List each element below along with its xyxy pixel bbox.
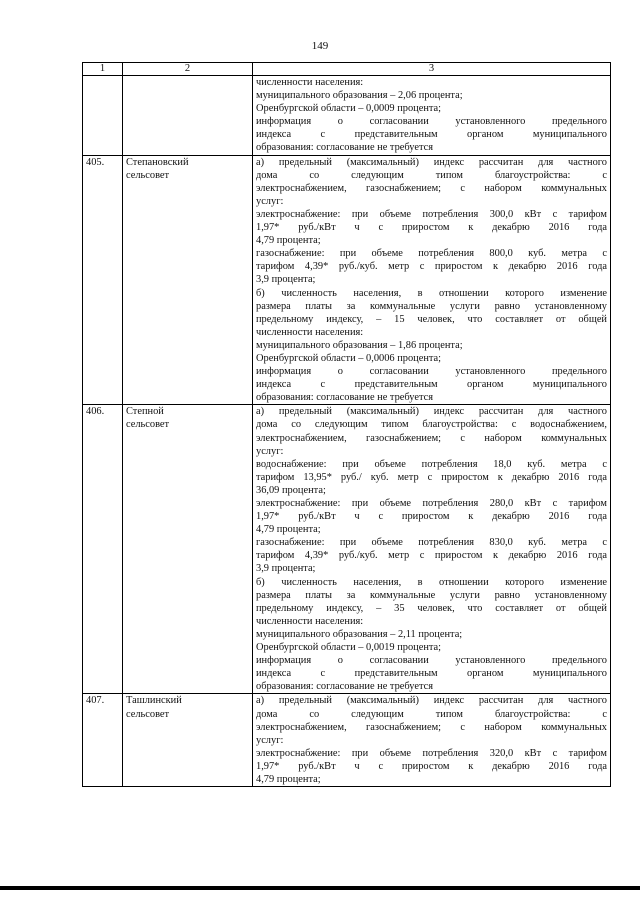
table-row [83, 76, 611, 156]
description-line: электроснабжением, газоснабжением; с набором коммунальных [256, 182, 607, 194]
description-line: 3,9 процента; [256, 274, 316, 286]
description-line: 3,9 процента; [256, 563, 316, 575]
page-number: 149 [311, 40, 329, 52]
index-description [253, 694, 611, 787]
description-line: газоснабжение: при объеме потребления 800,0 куб. метра с [256, 248, 607, 260]
description-line: образования: согласование не требуется [256, 392, 434, 404]
description-line: тарифом 4,39* руб./куб. метр с приростом к декабрю 2016 года [256, 550, 607, 562]
description-line: размера платы за коммунальные услуги равно установленному [256, 300, 607, 312]
settlement-name-line: сельсовет [126, 708, 170, 720]
description-line: муниципального образования – 1,86 процента; [256, 339, 463, 351]
description-line: Оренбургской области – 0,0019 процента; [256, 642, 442, 654]
column-header-1: 1 [83, 63, 123, 76]
description-line: индекса с представительным органом муниципального [256, 129, 607, 141]
description-line: б) численность населения, в отношении которого изменение [256, 287, 607, 299]
description-line: электроснабжение: при объеме потребления 320,0 кВт с тарифом [256, 747, 607, 759]
settlement-name-line: сельсовет [126, 419, 170, 431]
description-line: дома со следующим типом благоустройства: с [256, 169, 607, 181]
description-line: услуг: [256, 734, 284, 746]
description-line: а) предельный (максимальный) индекс рассчитан для частного [256, 695, 607, 707]
description-line: дома со следующим типом благоустройства: с водоснабжением, [256, 419, 607, 431]
description-line: численности населения: [256, 77, 364, 88]
table-header-row [83, 63, 611, 76]
row-number: 407. [83, 694, 123, 787]
description-line: 36,09 процента; [256, 484, 326, 496]
description-line: услуг: [256, 445, 284, 457]
column-header-3: 3 [253, 63, 611, 76]
description-line: тарифом 4,39* руб./куб. метр с приростом к декабрю 2016 года [256, 261, 607, 273]
description-line: индекса с представительным органом муниципального [256, 668, 607, 680]
index-description [253, 76, 611, 156]
settlement-name-line: Степной [126, 406, 164, 418]
settlement-name [123, 155, 253, 405]
column-header-2: 2 [123, 63, 253, 76]
description-line: б) численность населения, в отношении которого изменение [256, 576, 607, 588]
description-line: Оренбургской области – 0,0009 процента; [256, 103, 442, 115]
description-line: образования: согласование не требуется [256, 681, 434, 693]
row-number: 406. [83, 405, 123, 694]
description-line: Оренбургской области – 0,0006 процента; [256, 352, 442, 364]
settlement-name [123, 694, 253, 787]
row-number [83, 76, 123, 156]
table-row [83, 694, 611, 787]
settlement-name [123, 76, 253, 156]
description-line: образования: согласование не требуется [256, 142, 434, 154]
description-line: индекса с представительным органом муниципального [256, 379, 607, 391]
description-line: электроснабжением, газоснабжением; с набором коммунальных [256, 432, 607, 444]
description-line: информация о согласовании установленного предельного [256, 366, 607, 378]
description-line: газоснабжение: при объеме потребления 830,0 куб. метра с [256, 537, 607, 549]
description-line: тарифом 13,95* руб./ куб. метр с приростом к декабрю 2016 года [256, 471, 607, 483]
description-line: 1,97* руб./кВт ч с приростом к декабрю 2016 года [256, 760, 607, 772]
description-line: муниципального образования – 2,06 процента; [256, 90, 463, 102]
description-line: 4,79 процента; [256, 773, 321, 785]
description-line: предельному индексу, – 15 человек, что составляет от общей [256, 313, 607, 325]
index-description [253, 155, 611, 405]
table-row [83, 405, 611, 694]
row-number: 405. [83, 155, 123, 405]
settlement-name [123, 405, 253, 694]
description-line: а) предельный (максимальный) индекс рассчитан для частного [256, 406, 607, 418]
description-line: предельному индексу, – 35 человек, что составляет от общей [256, 602, 607, 614]
description-line: информация о согласовании установленного предельного [256, 655, 607, 667]
settlement-name-line: Ташлинский [126, 695, 182, 707]
settlement-name-line: Степановский [126, 156, 189, 168]
description-line: электроснабжением, газоснабжением; с набором коммунальных [256, 721, 607, 733]
description-line: а) предельный (максимальный) индекс рассчитан для частного [256, 156, 607, 168]
description-line: размера платы за коммунальные услуги равно установленному [256, 589, 607, 601]
description-line: 1,97* руб./кВт ч с приростом к декабрю 2016 года [256, 511, 607, 523]
description-line: информация о согласовании установленного предельного [256, 116, 607, 128]
description-line: электроснабжение: при объеме потребления 300,0 кВт с тарифом [256, 208, 607, 220]
description-line: 4,79 процента; [256, 235, 321, 247]
description-line: численности населения: [256, 615, 364, 627]
description-line: муниципального образования – 2,11 процента; [256, 628, 463, 640]
bottom-rule [0, 886, 640, 890]
description-line: водоснабжение: при объеме потребления 18,0 куб. метра с [256, 458, 607, 470]
description-line: услуг: [256, 195, 284, 207]
description-line: дома со следующим типом благоустройства: с [256, 708, 607, 720]
table-row [83, 155, 611, 405]
description-line: 1,97* руб./кВт ч с приростом к декабрю 2016 года [256, 222, 607, 234]
index-description [253, 405, 611, 694]
tariff-table [82, 62, 611, 787]
settlement-name-line: сельсовет [126, 169, 170, 181]
description-line: численности населения: [256, 326, 364, 338]
description-line: 4,79 процента; [256, 524, 321, 536]
description-line: электроснабжение: при объеме потребления 280,0 кВт с тарифом [256, 498, 607, 509]
